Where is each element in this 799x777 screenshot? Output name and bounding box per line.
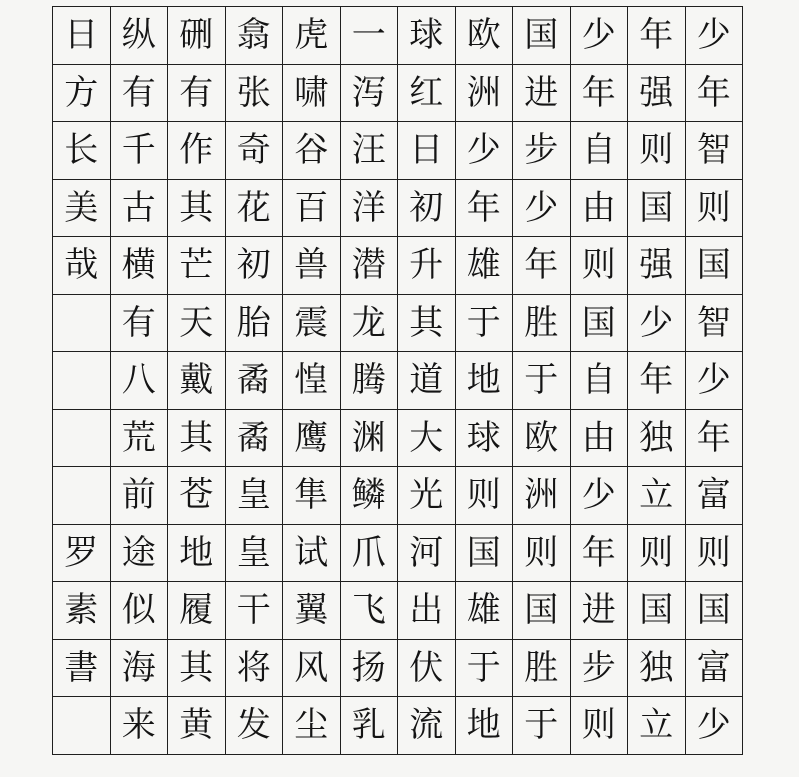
grid-cell: 荒 xyxy=(110,409,168,467)
grid-cell: 年 xyxy=(570,64,628,122)
grid-cell: 国 xyxy=(513,582,571,640)
grid-cell: 干 xyxy=(225,582,283,640)
grid-cell: 書 xyxy=(53,639,111,697)
grid-cell: 胎 xyxy=(225,294,283,352)
grid-cell: 矞 xyxy=(225,352,283,410)
grid-cell: 素 xyxy=(53,582,111,640)
grid-cell: 途 xyxy=(110,524,168,582)
grid-cell: 芒 xyxy=(168,237,226,295)
grid-cell: 少 xyxy=(685,697,743,755)
grid-cell: 将 xyxy=(225,639,283,697)
grid-cell: 花 xyxy=(225,179,283,237)
grid-cell: 一 xyxy=(340,7,398,65)
grid-cell: 年 xyxy=(570,524,628,582)
grid-cell: 胜 xyxy=(513,639,571,697)
grid-cell: 年 xyxy=(628,352,686,410)
grid-cell: 哉 xyxy=(53,237,111,295)
grid-cell: 进 xyxy=(570,582,628,640)
grid-cell xyxy=(53,467,111,525)
grid-cell: 爪 xyxy=(340,524,398,582)
grid-cell: 少 xyxy=(685,7,743,65)
grid-cell: 国 xyxy=(628,179,686,237)
grid-cell: 道 xyxy=(398,352,456,410)
grid-cell: 皇 xyxy=(225,467,283,525)
grid-row xyxy=(53,352,743,410)
grid-cell: 戴 xyxy=(168,352,226,410)
grid-cell: 震 xyxy=(283,294,341,352)
grid-cell: 则 xyxy=(685,179,743,237)
grid-cell: 出 xyxy=(398,582,456,640)
grid-cell: 长 xyxy=(53,122,111,180)
grid-row xyxy=(53,7,743,65)
grid-cell: 年 xyxy=(628,7,686,65)
grid-row xyxy=(53,237,743,295)
grid-cell: 洋 xyxy=(340,179,398,237)
grid-cell: 国 xyxy=(685,237,743,295)
grid-cell: 步 xyxy=(513,122,571,180)
grid-cell: 红 xyxy=(398,64,456,122)
grid-cell: 少 xyxy=(570,467,628,525)
grid-cell: 胜 xyxy=(513,294,571,352)
grid-cell: 升 xyxy=(398,237,456,295)
grid-cell: 苍 xyxy=(168,467,226,525)
grid-cell: 八 xyxy=(110,352,168,410)
grid-cell xyxy=(53,352,111,410)
grid-cell: 谷 xyxy=(283,122,341,180)
grid-cell: 腾 xyxy=(340,352,398,410)
grid-cell: 有 xyxy=(168,64,226,122)
grid-cell: 由 xyxy=(570,179,628,237)
grid-cell: 则 xyxy=(628,524,686,582)
grid-cell: 张 xyxy=(225,64,283,122)
grid-cell: 由 xyxy=(570,409,628,467)
grid-row xyxy=(53,697,743,755)
grid-cell: 隼 xyxy=(283,467,341,525)
grid-cell: 地 xyxy=(455,697,513,755)
grid-cell: 立 xyxy=(628,467,686,525)
grid-cell: 则 xyxy=(455,467,513,525)
grid-cell: 独 xyxy=(628,639,686,697)
grid-row xyxy=(53,524,743,582)
grid-cell: 国 xyxy=(570,294,628,352)
grid-cell: 兽 xyxy=(283,237,341,295)
grid-cell: 年 xyxy=(455,179,513,237)
grid-cell: 其 xyxy=(398,294,456,352)
grid-cell: 于 xyxy=(455,639,513,697)
grid-cell: 惶 xyxy=(283,352,341,410)
grid-cell: 其 xyxy=(168,409,226,467)
grid-cell: 纵 xyxy=(110,7,168,65)
grid-cell: 翕 xyxy=(225,7,283,65)
grid-cell: 有 xyxy=(110,294,168,352)
grid-cell: 大 xyxy=(398,409,456,467)
grid-cell: 履 xyxy=(168,582,226,640)
grid-cell: 欧 xyxy=(455,7,513,65)
grid-cell: 则 xyxy=(513,524,571,582)
grid-cell: 黄 xyxy=(168,697,226,755)
grid-cell: 渊 xyxy=(340,409,398,467)
grid-row xyxy=(53,122,743,180)
grid-cell: 有 xyxy=(110,64,168,122)
grid-cell: 则 xyxy=(570,697,628,755)
grid-cell: 球 xyxy=(398,7,456,65)
grid-cell: 流 xyxy=(398,697,456,755)
grid-cell: 国 xyxy=(455,524,513,582)
grid-cell: 龙 xyxy=(340,294,398,352)
grid-cell xyxy=(53,294,111,352)
grid-cell: 作 xyxy=(168,122,226,180)
grid-cell: 于 xyxy=(513,352,571,410)
character-grid xyxy=(52,6,743,755)
grid-cell: 伏 xyxy=(398,639,456,697)
grid-cell: 千 xyxy=(110,122,168,180)
grid-row xyxy=(53,294,743,352)
grid-cell: 国 xyxy=(685,582,743,640)
grid-cell: 洲 xyxy=(455,64,513,122)
grid-cell: 进 xyxy=(513,64,571,122)
grid-cell: 虎 xyxy=(283,7,341,65)
grid-row xyxy=(53,179,743,237)
grid-cell: 地 xyxy=(455,352,513,410)
grid-cell: 日 xyxy=(53,7,111,65)
grid-cell: 自 xyxy=(570,122,628,180)
grid-cell: 矞 xyxy=(225,409,283,467)
grid-cell: 雄 xyxy=(455,237,513,295)
grid-cell: 欧 xyxy=(513,409,571,467)
grid-row xyxy=(53,64,743,122)
grid-cell: 河 xyxy=(398,524,456,582)
grid-cell: 前 xyxy=(110,467,168,525)
grid-cell: 发 xyxy=(225,697,283,755)
grid-cell xyxy=(53,697,111,755)
grid-cell: 方 xyxy=(53,64,111,122)
grid-cell: 天 xyxy=(168,294,226,352)
grid-cell: 年 xyxy=(685,409,743,467)
grid-cell: 富 xyxy=(685,639,743,697)
grid-cell: 其 xyxy=(168,639,226,697)
grid-cell: 飞 xyxy=(340,582,398,640)
grid-cell: 似 xyxy=(110,582,168,640)
grid-cell: 鳞 xyxy=(340,467,398,525)
grid-row xyxy=(53,639,743,697)
grid-cell: 国 xyxy=(628,582,686,640)
grid-cell: 年 xyxy=(513,237,571,295)
grid-cell: 智 xyxy=(685,294,743,352)
grid-cell: 地 xyxy=(168,524,226,582)
grid-cell: 独 xyxy=(628,409,686,467)
grid-cell: 横 xyxy=(110,237,168,295)
grid-cell: 试 xyxy=(283,524,341,582)
grid-cell: 光 xyxy=(398,467,456,525)
grid-cell: 硎 xyxy=(168,7,226,65)
grid-cell: 少 xyxy=(455,122,513,180)
grid-cell: 美 xyxy=(53,179,111,237)
grid-cell: 于 xyxy=(455,294,513,352)
grid-cell: 鹰 xyxy=(283,409,341,467)
grid-cell: 古 xyxy=(110,179,168,237)
grid-cell: 球 xyxy=(455,409,513,467)
grid-cell: 富 xyxy=(685,467,743,525)
grid-cell: 日 xyxy=(398,122,456,180)
grid-cell: 洲 xyxy=(513,467,571,525)
grid-row xyxy=(53,467,743,525)
grid-cell: 则 xyxy=(628,122,686,180)
grid-cell: 啸 xyxy=(283,64,341,122)
grid-cell: 初 xyxy=(225,237,283,295)
grid-cell: 其 xyxy=(168,179,226,237)
grid-cell: 则 xyxy=(570,237,628,295)
grid-cell: 自 xyxy=(570,352,628,410)
grid-cell: 初 xyxy=(398,179,456,237)
grid-cell: 则 xyxy=(685,524,743,582)
grid-cell: 泻 xyxy=(340,64,398,122)
grid-cell: 翼 xyxy=(283,582,341,640)
grid-cell: 强 xyxy=(628,64,686,122)
grid-cell: 步 xyxy=(570,639,628,697)
grid-cell: 年 xyxy=(685,64,743,122)
grid-cell: 罗 xyxy=(53,524,111,582)
grid-cell: 少 xyxy=(570,7,628,65)
grid-cell: 少 xyxy=(513,179,571,237)
grid-cell: 乳 xyxy=(340,697,398,755)
grid-cell: 国 xyxy=(513,7,571,65)
grid-cell: 奇 xyxy=(225,122,283,180)
grid-cell: 来 xyxy=(110,697,168,755)
grid-cell: 风 xyxy=(283,639,341,697)
grid-cell: 于 xyxy=(513,697,571,755)
grid-cell: 汪 xyxy=(340,122,398,180)
grid-row xyxy=(53,582,743,640)
grid-cell: 智 xyxy=(685,122,743,180)
grid-cell: 少 xyxy=(685,352,743,410)
grid-cell: 潜 xyxy=(340,237,398,295)
grid-cell: 尘 xyxy=(283,697,341,755)
grid-row xyxy=(53,409,743,467)
grid-cell: 立 xyxy=(628,697,686,755)
grid-cell: 雄 xyxy=(455,582,513,640)
grid-cell: 扬 xyxy=(340,639,398,697)
grid-cell: 海 xyxy=(110,639,168,697)
grid-cell: 皇 xyxy=(225,524,283,582)
grid-cell: 少 xyxy=(628,294,686,352)
grid-cell xyxy=(53,409,111,467)
grid-cell: 百 xyxy=(283,179,341,237)
grid-cell: 强 xyxy=(628,237,686,295)
